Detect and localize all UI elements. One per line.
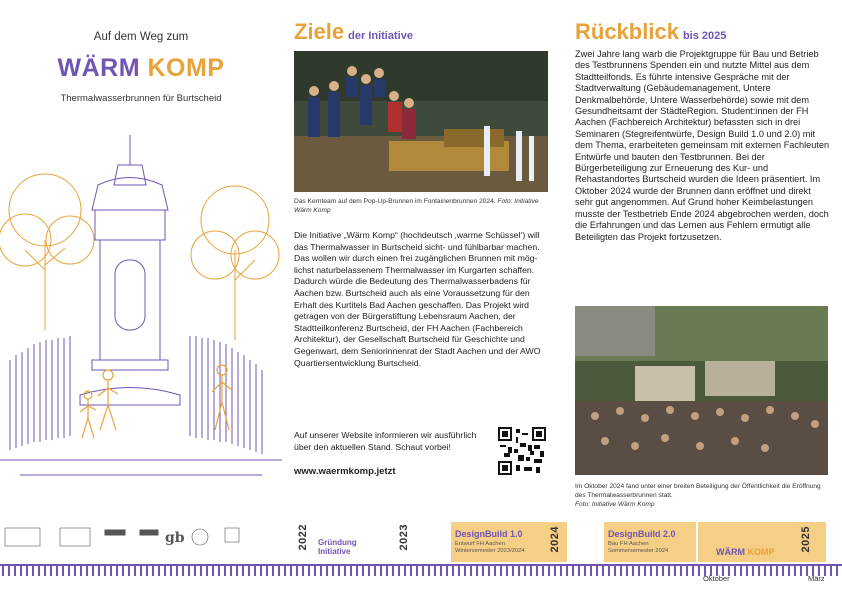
timeline-tick <box>782 566 784 576</box>
rueckblick-body: Zwei Jahre lang warb die Projektgruppe für Bau und Betrieb des Testbrunnens Spenden ein und nutzte Mittel aus dem Stadtteilfonds. Es führte intensive Gespräche mit der Stadtverwaltung (Gebäudemanagement, Untere Denkmalbehörde, Untere Wasserbehörde) sowie mit dem Gesundheitsamt der StädteRegion. Student:innen der FH Aachen (Fachbereich Architektur) befassten sich in drei Seminaren (Stegreifentwürfe, Design Build 1.0 und 2.0) mit dem Thema, erarbeiteten gemeinsam mit externen Fachleuten Entwürfe und bauten den Testbrunnen. Bei der Bürgerbeteiligung zur Erneuerung des Kur- und Rehastandortes Burtscheid wurden die Ideen präsentiert. Im Oktober 2024 wurde der Brunnen dann eröffnet und direkt sehr gut angenommen. Auf Grund hoher Keimbelastungen musste der Testbetrieb Ende 2024 abgebrochen werden, doch die Erfahrungen und das Lernen aus Fehlern ermutigt alle Beteiligten das Projekt fortzusetzen. <box>575 49 830 242</box>
timeline-tick <box>434 566 436 576</box>
qr-code[interactable] <box>498 427 546 475</box>
designbuild-1-sub2: Wintersemester 2023/2024 <box>455 548 525 554</box>
timeline-tick <box>650 566 652 576</box>
brand-right: KOMP <box>147 54 225 82</box>
timeline-tick <box>494 566 496 576</box>
timeline-tick <box>134 566 136 576</box>
timeline-tick <box>644 566 646 576</box>
timeline-tick <box>2 566 4 576</box>
timeline-tick <box>524 566 526 576</box>
timeline-tick <box>314 566 316 576</box>
month-oktober: Oktober <box>703 574 730 583</box>
gruendung-label-line1: Gründung <box>318 538 357 547</box>
timeline-tick <box>620 566 622 576</box>
timeline-tick <box>200 566 202 576</box>
website-link[interactable]: www.waermkomp.jetzt <box>294 466 396 477</box>
timeline-tick <box>614 566 616 576</box>
timeline-tick <box>476 566 478 576</box>
timeline-tick <box>488 566 490 576</box>
timeline-tick <box>590 566 592 576</box>
timeline-tick <box>230 566 232 576</box>
svg-text:gb: gb <box>165 530 185 546</box>
timeline-tick <box>560 566 562 576</box>
tree-illustration-left <box>0 174 94 330</box>
timeline-tick <box>182 566 184 576</box>
timeline-tick <box>74 566 76 576</box>
timeline-tick <box>374 566 376 576</box>
timeline-tick <box>356 566 358 576</box>
timeline-tick <box>350 566 352 576</box>
timeline-tick <box>62 566 64 576</box>
timeline-tick <box>254 566 256 576</box>
timeline-tick <box>584 566 586 576</box>
team-photo-caption-text: Das Kernteam auf dem Pop-Up-Brunnen im Fontainenbrunnen 2024. <box>294 198 496 205</box>
timeline-tick <box>260 566 262 576</box>
intro-subtitle: Auf dem Weg zum <box>93 31 189 43</box>
timeline-tick <box>752 566 754 576</box>
timeline-tick <box>224 566 226 576</box>
timeline-tick <box>656 566 658 576</box>
timeline-tick <box>662 566 664 576</box>
timeline-tick <box>410 566 412 576</box>
timeline-tick <box>248 566 250 576</box>
timeline-tick <box>800 566 802 576</box>
timeline-tick <box>332 566 334 576</box>
timeline-tick <box>362 566 364 576</box>
timeline-tick <box>380 566 382 576</box>
timeline-tick <box>158 566 160 576</box>
timeline-tick <box>404 566 406 576</box>
timeline-tick <box>680 566 682 576</box>
rueckblick-heading-small: bis 2025 <box>682 30 727 42</box>
timeline-tick <box>548 566 550 576</box>
year-2025: 2025 <box>800 526 812 553</box>
opening-photo-caption <box>575 482 831 509</box>
waermkomp-label-left: WÄRM <box>716 547 745 557</box>
team-photo-caption <box>294 197 548 215</box>
timeline-tick <box>236 566 238 576</box>
designbuild-1-sub1: Entwurf FH Aachen <box>455 541 505 547</box>
timeline-tick <box>8 566 10 576</box>
timeline-tick <box>422 566 424 576</box>
timeline-tick <box>440 566 442 576</box>
timeline-tick <box>170 566 172 576</box>
timeline-tick <box>152 566 154 576</box>
timeline-tick <box>398 566 400 576</box>
ziele-heading-small: der Initiative <box>348 30 413 42</box>
timeline-tick <box>518 566 520 576</box>
timeline-tick <box>554 566 556 576</box>
timeline-tick <box>122 566 124 576</box>
timeline-tick <box>284 566 286 576</box>
tree-illustration-right <box>191 186 279 340</box>
timeline-tick <box>500 566 502 576</box>
month-maerz: März <box>808 574 825 583</box>
timeline-tick <box>446 566 448 576</box>
timeline-tick <box>746 566 748 576</box>
year-2022: 2022 <box>297 524 309 551</box>
timeline-tick <box>242 566 244 576</box>
timeline-tick <box>470 566 472 576</box>
timeline-tick <box>452 566 454 576</box>
timeline-tick <box>50 566 52 576</box>
timeline-tick <box>512 566 514 576</box>
timeline-tick <box>128 566 130 576</box>
waermkomp-label <box>716 548 775 557</box>
timeline-tick <box>578 566 580 576</box>
timeline-tick <box>14 566 16 576</box>
timeline-tick <box>32 566 34 576</box>
gruendung-label <box>318 538 357 556</box>
timeline-tick <box>86 566 88 576</box>
ziele-body: Die Initiative „Wärm Komp“ (hochdeutsch ‚warme Schüssel‘) will das Thermalwasser in Burtscheid sicht- und fühlbarbar machen. Das wollen wir durch einen frei zugänglichen Brunnen mit möglichst naturbelassenem Thermalwasser im Kurgarten schaffen. Dadurch würde die Bedeutung des Thermalwasserbadens für Aachen bzw. Burtscheid auch als eine Voraussetzung für den Erhalt des Kurtitels Bad Aachen geschaffen. Das Projekt wird getragen von der Bürgerstiftung Lebensraum Aachen, der Stadtteilkonferenz Burtscheid, der FH Aachen (Fachbereich Architektur), der Gesellschaft Burtscheid für Geschichte und Gegenwart, dem Seniorinnenrat der Stadt Aachen und der AWO Quartiersentwicklung Burtscheid. <box>294 230 541 368</box>
year-2023: 2023 <box>398 524 410 551</box>
timeline-tick <box>368 566 370 576</box>
timeline-tick <box>626 566 628 576</box>
timeline-tick <box>20 566 22 576</box>
team-photo-credit: Foto: Initiative Wärm Komp <box>294 198 539 214</box>
timeline-tick <box>830 566 832 576</box>
fountain-illustration <box>0 130 282 490</box>
timeline-tick <box>110 566 112 576</box>
opening-event-photo <box>575 306 828 475</box>
tagline: Thermalwasserbrunnen für Burtscheid <box>60 93 222 104</box>
timeline-tick <box>272 566 274 576</box>
timeline-tick <box>428 566 430 576</box>
partner-logos <box>0 520 282 560</box>
brand-title <box>0 54 282 83</box>
timeline-tick <box>686 566 688 576</box>
timeline-tick <box>692 566 694 576</box>
rueckblick-heading-main: Rückblick <box>575 19 679 44</box>
timeline-tick <box>278 566 280 576</box>
timeline-tick <box>668 566 670 576</box>
timeline-tick <box>392 566 394 576</box>
timeline-tick <box>212 566 214 576</box>
website-info: Auf unserer Website informieren wir ausführlich über den aktuellen Stand. Schaut vorbei! <box>294 430 477 452</box>
timeline-tick <box>464 566 466 576</box>
timeline-tick <box>458 566 460 576</box>
timeline-tick <box>68 566 70 576</box>
timeline-tick <box>740 566 742 576</box>
timeline-tick <box>386 566 388 576</box>
timeline-tick <box>596 566 598 576</box>
timeline-tick <box>344 566 346 576</box>
pavilion-illustration <box>80 135 180 405</box>
brand-left: WÄRM <box>57 54 141 82</box>
ziele-heading <box>294 19 413 45</box>
people-illustration <box>80 365 232 438</box>
timeline-tick <box>572 566 574 576</box>
timeline-tick <box>674 566 676 576</box>
timeline-tick <box>290 566 292 576</box>
timeline-tick <box>338 566 340 576</box>
timeline-tick <box>116 566 118 576</box>
timeline-tick <box>56 566 58 576</box>
timeline-tick <box>836 566 838 576</box>
timeline-tick <box>176 566 178 576</box>
timeline-tick <box>218 566 220 576</box>
timeline-tick <box>140 566 142 576</box>
designbuild-2-sub <box>608 541 668 555</box>
timeline-tick <box>602 566 604 576</box>
gruendung-label-line2: Initiative <box>318 547 351 556</box>
timeline-tick <box>770 566 772 576</box>
timeline-tick <box>92 566 94 576</box>
timeline-tick <box>194 566 196 576</box>
timeline-tick <box>608 566 610 576</box>
timeline-tick <box>80 566 82 576</box>
designbuild-1-title: DesignBuild 1.0 <box>455 529 523 539</box>
timeline-tick <box>416 566 418 576</box>
designbuild-2-sub1: Bau FH Aachen <box>608 541 649 547</box>
timeline-tick <box>146 566 148 576</box>
timeline-tick <box>566 566 568 576</box>
designbuild-2-sub2: Sommersemester 2024 <box>608 548 669 554</box>
timeline-tick <box>38 566 40 576</box>
timeline-tick <box>98 566 100 576</box>
timeline-tick <box>44 566 46 576</box>
timeline-tick <box>482 566 484 576</box>
timeline-tick <box>776 566 778 576</box>
rueckblick-heading <box>575 19 726 45</box>
timeline-tick <box>26 566 28 576</box>
timeline-tick <box>794 566 796 576</box>
timeline-tick <box>308 566 310 576</box>
timeline-tick <box>206 566 208 576</box>
timeline-tick <box>530 566 532 576</box>
timeline-tick <box>302 566 304 576</box>
ziele-heading-main: Ziele <box>294 19 345 44</box>
opening-photo-caption-text: Im Oktober 2024 fand unter einer breiten Beteiligung der Öffentlichkeit die Eröffnung des Thermalwasserbrunnen statt. <box>575 483 821 499</box>
timeline-tick <box>698 566 700 576</box>
waermkomp-label-right: KOMP <box>747 547 775 557</box>
year-2024-a: 2024 <box>549 526 561 553</box>
timeline-tick <box>326 566 328 576</box>
timeline-tick <box>758 566 760 576</box>
timeline-tick <box>536 566 538 576</box>
timeline-tick <box>764 566 766 576</box>
timeline-tick <box>638 566 640 576</box>
timeline-tick <box>632 566 634 576</box>
timeline-tick <box>734 566 736 576</box>
timeline-tick <box>104 566 106 576</box>
timeline-tick <box>188 566 190 576</box>
timeline-tick <box>266 566 268 576</box>
timeline-tick <box>506 566 508 576</box>
team-photo <box>294 51 548 192</box>
timeline-tick <box>296 566 298 576</box>
designbuild-1-sub <box>455 541 525 555</box>
timeline-tick <box>320 566 322 576</box>
designbuild-2-title: DesignBuild 2.0 <box>608 529 676 539</box>
timeline-tick <box>164 566 166 576</box>
timeline-tick <box>542 566 544 576</box>
opening-photo-credit: Foto: Initiative Wärm Komp <box>575 501 655 508</box>
timeline-tick <box>788 566 790 576</box>
